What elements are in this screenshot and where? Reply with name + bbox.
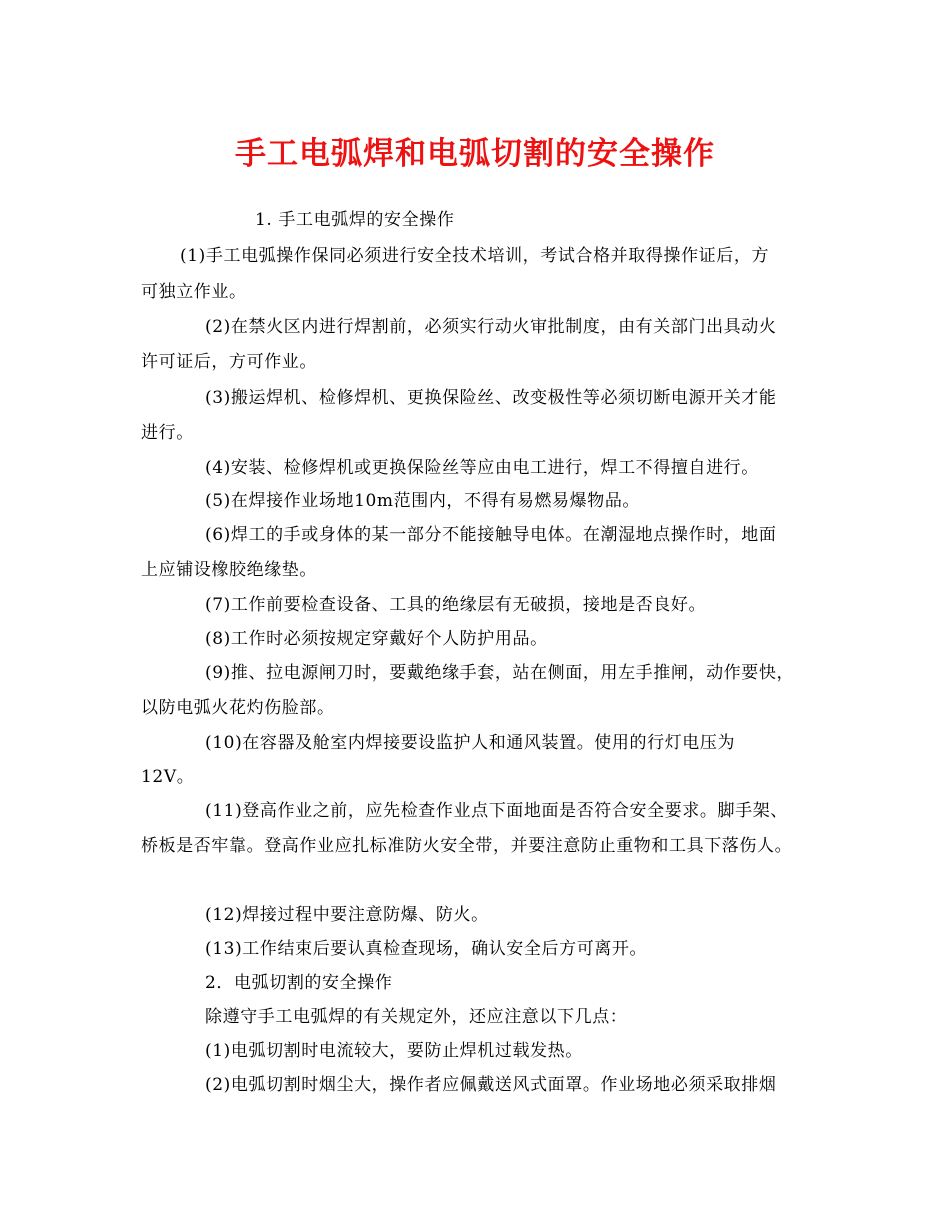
paragraph-line: (1)手工电弧操作保同必须进行安全技术培训，考试合格并取得操作证后，方 bbox=[180, 246, 770, 266]
paragraph-line: (2)在禁火区内进行焊割前，必须实行动火审批制度，由有关部门出具动火 bbox=[205, 317, 777, 337]
document-title: 手工电弧焊和电弧切割的安全操作 bbox=[235, 136, 715, 172]
paragraph-line: 可独立作业。 bbox=[141, 282, 247, 302]
section-heading-1: 1. 手工电弧焊的安全操作 bbox=[255, 210, 455, 230]
paragraph-line: (9)推、拉电源闸刀时，要戴绝缘手套，站在侧面，用左手推闸，动作要快， bbox=[205, 663, 795, 683]
paragraph-line: (11)登高作业之前，应先检查作业点下面地面是否符合安全要求。脚手架、 bbox=[205, 801, 788, 821]
paragraph-line: 除遵守手工电弧焊的有关规定外，还应注意以下几点： bbox=[205, 1007, 628, 1027]
paragraph-line: 桥板是否牢靠。登高作业应扎标准防火安全带，并要注意防止重物和工具下落伤人。 bbox=[141, 836, 793, 856]
paragraph-line: 许可证后，方可作业。 bbox=[141, 352, 317, 372]
paragraph-line: (6)焊工的手或身体的某一部分不能接触导电体。在潮湿地点操作时，地面 bbox=[205, 525, 777, 545]
paragraph-line: 以防电弧火花灼伤脸部。 bbox=[141, 698, 335, 718]
section-heading-2: 2．电弧切割的安全操作 bbox=[205, 973, 393, 993]
paragraph-line: 进行。 bbox=[141, 423, 194, 443]
paragraph-line: (8)工作时必须按规定穿戴好个人防护用品。 bbox=[205, 629, 548, 649]
paragraph-line: (10)在容器及舱室内焊接要设监护人和通风装置。使用的行灯电压为 bbox=[205, 733, 736, 753]
paragraph-line: 12V。 bbox=[141, 767, 195, 787]
paragraph-line: (4)安装、检修焊机或更换保险丝等应由电工进行，焊工不得擅自进行。 bbox=[205, 458, 759, 478]
paragraph-line: (12)焊接过程中要注意防爆、防火。 bbox=[205, 905, 489, 925]
paragraph-line: (1)电弧切割时电流较大，要防止焊机过载发热。 bbox=[205, 1041, 583, 1061]
paragraph-line: (7)工作前要检查设备、工具的绝缘层有无破损，接地是否良好。 bbox=[205, 595, 707, 615]
paragraph-line: (13)工作结束后要认真检查现场，确认安全后方可离开。 bbox=[205, 939, 648, 959]
paragraph-line: 上应铺设橡胶绝缘垫。 bbox=[141, 560, 317, 580]
paragraph-line: (3)搬运焊机、检修焊机、更换保险丝、改变极性等必须切断电源开关才能 bbox=[205, 388, 777, 408]
paragraph-line: (5)在焊接作业场地10m范围内，不得有易燃易爆物品。 bbox=[205, 491, 641, 511]
paragraph-line: (2)电弧切割时烟尘大，操作者应佩戴送风式面罩。作业场地必须采取排烟 bbox=[205, 1075, 777, 1095]
